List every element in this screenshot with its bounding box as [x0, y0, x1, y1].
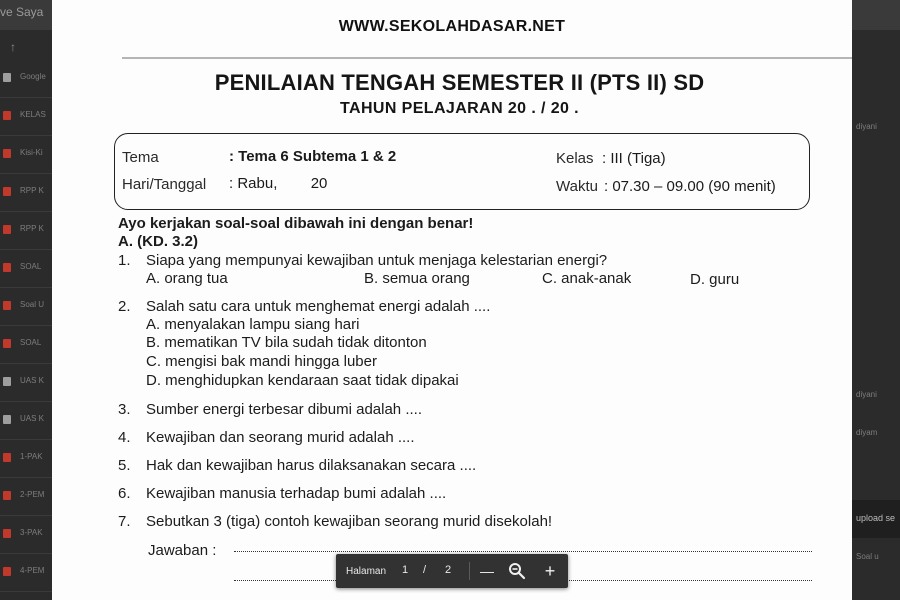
question-text: Salah satu cara untuk menghemat energi adalah .... — [146, 298, 491, 315]
answer-option: D. menghidupkan kendaraan saat tidak dipakai — [146, 372, 459, 389]
file-type-icon — [3, 149, 11, 158]
file-type-icon — [3, 453, 11, 462]
answer-label: Jawaban : — [148, 542, 217, 559]
instruction: Ayo kerjakan soal-soal dibawah ini dengan benar! — [118, 215, 474, 232]
file-name: 1-PAK — [20, 452, 43, 461]
drive-file-row[interactable] — [0, 326, 52, 364]
page-label: Halaman — [346, 566, 387, 577]
file-name: 2-PEM — [20, 490, 45, 499]
drive-file-row[interactable] — [0, 554, 52, 592]
file-type-icon — [3, 377, 11, 386]
site-header: WWW.SEKOLAHDASAR.NET — [338, 18, 566, 35]
drive-file-row[interactable] — [0, 174, 52, 212]
answer-option: A. menyalakan lampu siang hari — [146, 316, 360, 333]
answer-option: B. mematikan TV bila sudah tidak ditonton — [146, 334, 427, 351]
file-type-icon — [3, 567, 11, 576]
file-type-icon — [3, 263, 11, 272]
waktu-label: Waktu — [556, 178, 598, 195]
file-type-icon — [3, 187, 11, 196]
owner-text: diyani — [856, 122, 877, 131]
tema-label: Tema — [122, 149, 159, 166]
drive-file-row[interactable] — [0, 212, 52, 250]
file-type-icon — [3, 415, 11, 424]
toolbar-divider — [469, 562, 470, 580]
drive-file-row[interactable] — [0, 364, 52, 402]
magnifier-icon — [508, 562, 526, 580]
page-separator: / — [423, 564, 427, 576]
owner-text: Soal u — [856, 552, 879, 561]
file-name: UAS K — [20, 414, 45, 423]
pdf-page — [52, 0, 852, 600]
drive-file-row[interactable] — [0, 478, 52, 516]
upload-text: upload se — [856, 513, 896, 523]
current-page-input[interactable]: 1 — [402, 564, 409, 576]
upload-snackbar[interactable] — [852, 500, 900, 538]
drive-file-row[interactable] — [0, 516, 52, 554]
file-type-icon — [3, 529, 11, 538]
question-number: 6. — [118, 485, 131, 502]
drive-file-list — [0, 60, 52, 600]
file-name: SOAL — [20, 262, 42, 271]
file-type-icon — [3, 73, 11, 82]
kelas-label: Kelas — [556, 150, 594, 167]
zoom-out-button[interactable]: — — [480, 563, 494, 579]
exam-info-box — [114, 133, 810, 210]
file-type-icon — [3, 339, 11, 348]
answer-option: A. orang tua — [146, 270, 228, 287]
file-name: KELAS — [20, 110, 46, 119]
drive-file-row[interactable] — [0, 250, 52, 288]
file-name: 3-PAK — [20, 528, 43, 537]
question-number: 7. — [118, 513, 131, 530]
file-type-icon — [3, 111, 11, 120]
question-number: 4. — [118, 429, 131, 446]
question-number: 5. — [118, 457, 131, 474]
drive-file-row[interactable] — [0, 288, 52, 326]
answer-option: D. guru — [690, 271, 740, 288]
question-text: Siapa yang mempunyai kewajiban untuk menjaga kelestarian energi? — [146, 252, 608, 269]
answer-option: C. mengisi bak mandi hingga luber — [146, 353, 377, 370]
file-name: Kisi-Ki — [20, 148, 43, 157]
tema-value: : Tema 6 Subtema 1 & 2 — [229, 148, 397, 165]
question-text: Hak dan kewajiban harus dilaksanakan secara .... — [146, 457, 477, 474]
drive-file-row[interactable] — [0, 440, 52, 478]
drive-file-row[interactable] — [0, 136, 52, 174]
total-pages: 2 — [445, 564, 452, 576]
tanggal-label: Hari/Tanggal — [122, 176, 207, 193]
question-text: Sumber energi terbesar dibumi adalah .... — [146, 401, 422, 418]
pdf-viewer-toolbar — [336, 554, 568, 588]
drive-title: ve Saya — [0, 5, 44, 19]
drive-file-row[interactable] — [0, 402, 52, 440]
zoom-magnifier-icon[interactable] — [505, 559, 529, 583]
sort-arrow-icon[interactable]: ↑ — [10, 40, 16, 54]
waktu-value: : 07.30 – 09.00 (90 menit) — [604, 178, 776, 195]
answer-line — [234, 551, 812, 552]
kelas-value: : III (Tiga) — [602, 150, 666, 167]
section-label: A. (KD. 3.2) — [118, 233, 199, 250]
question-number: 2. — [118, 298, 131, 315]
file-name: RPP K — [20, 224, 44, 233]
file-name: RPP K — [20, 186, 44, 195]
tanggal-value: : Rabu, 20 — [229, 175, 328, 192]
drive-file-row[interactable] — [0, 60, 52, 98]
owner-text: diyani — [856, 390, 877, 399]
question-number: 3. — [118, 401, 131, 418]
file-name: 4-PEM — [20, 566, 45, 575]
exam-subtitle: TAHUN PELAJARAN 20 . / 20 . — [340, 100, 579, 117]
zoom-in-button[interactable]: + — [544, 560, 556, 581]
file-type-icon — [3, 225, 11, 234]
answer-option: B. semua orang — [364, 270, 470, 287]
question-text: Kewajiban dan seorang murid adalah .... — [146, 429, 415, 446]
header-rule — [122, 57, 852, 59]
owner-text: diyam — [856, 428, 878, 437]
file-type-icon — [3, 301, 11, 310]
question-text: Sebutkan 3 (tiga) contoh kewajiban seorang murid disekolah! — [146, 513, 553, 530]
answer-option: C. anak-anak — [542, 270, 632, 287]
file-name: Google — [20, 72, 46, 81]
file-name: UAS K — [20, 376, 45, 385]
exam-title: PENILAIAN TENGAH SEMESTER II (PTS II) SD — [214, 70, 705, 95]
question-text: Kewajiban manusia terhadap bumi adalah .... — [146, 485, 447, 502]
file-name: Soal U — [20, 300, 45, 309]
question-number: 1. — [118, 252, 131, 269]
file-name: SOAL — [20, 338, 42, 347]
file-type-icon — [3, 491, 11, 500]
drive-file-row[interactable] — [0, 98, 52, 136]
